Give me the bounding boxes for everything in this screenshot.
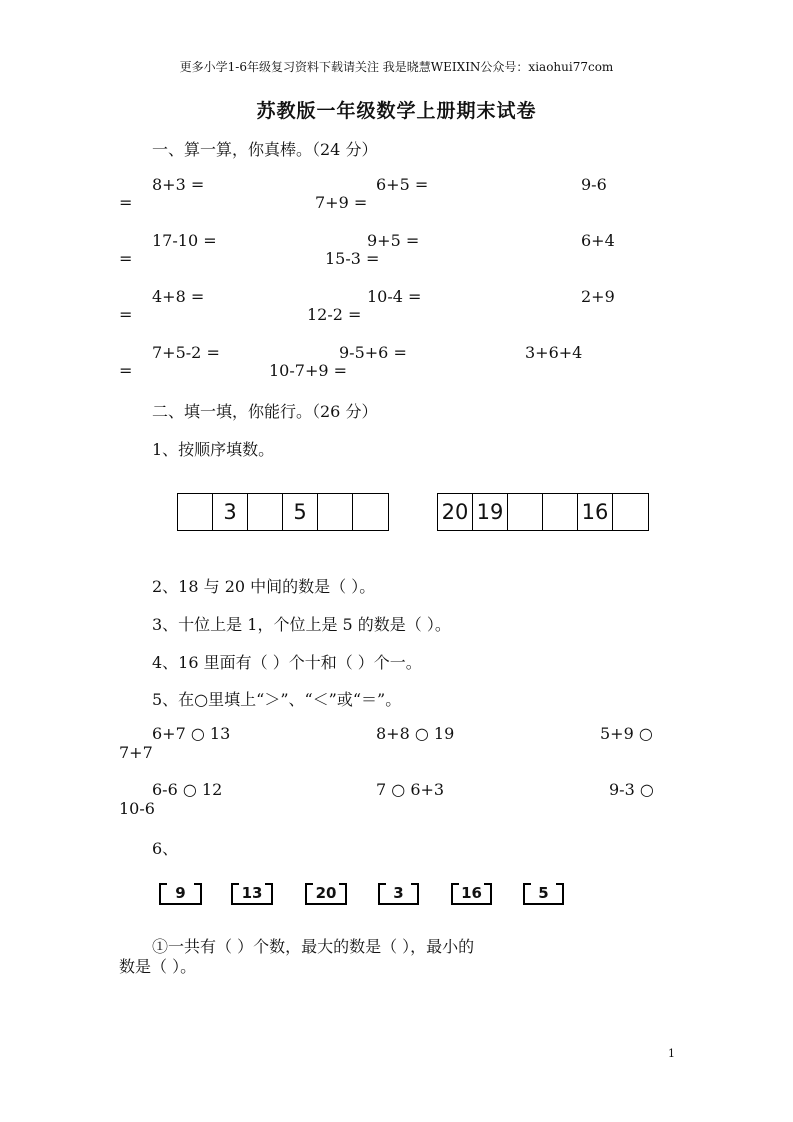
compare-r1-a: 6+7 ○ 13 bbox=[152, 724, 231, 743]
compare-r2-b: 7 ○ 6+3 bbox=[376, 780, 445, 799]
calc-r1-d: 7+9 = bbox=[315, 193, 368, 212]
calc-r2-a: 17-10 = bbox=[152, 231, 217, 250]
section1-heading: 一、算一算，你真棒。（24 分） bbox=[152, 140, 378, 159]
compare-r2-a: 6-6 ○ 12 bbox=[152, 780, 223, 799]
question-6a-line1: ①一共有（ ）个数，最大的数是（ ），最小的 bbox=[152, 937, 475, 956]
page-title: 苏教版一年级数学上册期末试卷 bbox=[256, 100, 537, 122]
compare-r1-d: 7+7 bbox=[119, 743, 153, 762]
calc-r3-a: 4+8 = bbox=[152, 287, 205, 306]
calc-r2-c: 6+4 bbox=[581, 231, 615, 250]
calc-r1-c: 9-6 bbox=[581, 175, 607, 194]
compare-r2-c: 9-3 ○ bbox=[609, 780, 654, 799]
page-number: 1 bbox=[668, 1047, 675, 1060]
number-card: 5 bbox=[523, 883, 564, 905]
calc-r1-a: 8+3 = bbox=[152, 175, 205, 194]
question-4: 4、16 里面有（ ）个十和（ ）个一。 bbox=[152, 653, 422, 672]
compare-r1-c: 5+9 ○ bbox=[600, 724, 653, 743]
question-2: 2、18 与 20 中间的数是（ ）。 bbox=[152, 577, 376, 596]
number-card: 9 bbox=[159, 883, 202, 905]
calc-r3-b: 10-4 = bbox=[367, 287, 422, 306]
calc-r4-d: 10-7+9 = bbox=[269, 361, 348, 380]
sequence-1-cell[interactable] bbox=[318, 494, 353, 530]
compare-r1-b: 8+8 ○ 19 bbox=[376, 724, 455, 743]
sequence-1-cell: 5 bbox=[283, 494, 318, 530]
calc-r1-b: 6+5 = bbox=[376, 175, 429, 194]
question-5: 5、在○里填上“＞”、“＜”或“＝”。 bbox=[152, 690, 402, 709]
page-header: 更多小学1-6年级复习资料下载请关注 我是晓慧WEIXIN公众号：xiaohui77com bbox=[179, 60, 614, 74]
sequence-1-cell[interactable] bbox=[248, 494, 283, 530]
question-6a-line2: 数是（ ）。 bbox=[119, 957, 197, 976]
sequence-2-cell[interactable] bbox=[508, 494, 543, 530]
sequence-box-2 bbox=[437, 493, 649, 531]
sequence-1-cell[interactable] bbox=[178, 494, 213, 530]
sequence-box-1 bbox=[177, 493, 389, 531]
sequence-2-cell: 16 bbox=[578, 494, 613, 530]
calc-r3-eq: = bbox=[119, 305, 133, 324]
calc-r2-b: 9+5 = bbox=[367, 231, 420, 250]
question-1: 1、按顺序填数。 bbox=[152, 440, 275, 459]
compare-r2-d: 10-6 bbox=[119, 799, 155, 818]
calc-r4-eq: = bbox=[119, 361, 133, 380]
sequence-2-cell: 19 bbox=[473, 494, 508, 530]
question-6: 6、 bbox=[152, 839, 179, 858]
calc-r2-d: 15-3 = bbox=[325, 249, 380, 268]
sequence-2-cell: 20 bbox=[438, 494, 473, 530]
section2-heading: 二、填一填，你能行。（26 分） bbox=[152, 402, 378, 421]
number-card: 3 bbox=[378, 883, 419, 905]
sequence-1-cell: 3 bbox=[213, 494, 248, 530]
sequence-2-cell[interactable] bbox=[543, 494, 578, 530]
sequence-1-cell[interactable] bbox=[353, 494, 388, 530]
number-card: 16 bbox=[451, 883, 492, 905]
question-3: 3、十位上是 1，个位上是 5 的数是（ ）。 bbox=[152, 615, 451, 634]
calc-r1-eq: = bbox=[119, 193, 133, 212]
calc-r2-eq: = bbox=[119, 249, 133, 268]
sequence-2-cell[interactable] bbox=[613, 494, 648, 530]
calc-r4-a: 7+5-2 = bbox=[152, 343, 220, 362]
calc-r3-d: 12-2 = bbox=[307, 305, 362, 324]
number-card: 13 bbox=[231, 883, 273, 905]
number-card: 20 bbox=[305, 883, 347, 905]
calc-r3-c: 2+9 bbox=[581, 287, 615, 306]
calc-r4-c: 3+6+4 bbox=[525, 343, 583, 362]
calc-r4-b: 9-5+6 = bbox=[339, 343, 407, 362]
